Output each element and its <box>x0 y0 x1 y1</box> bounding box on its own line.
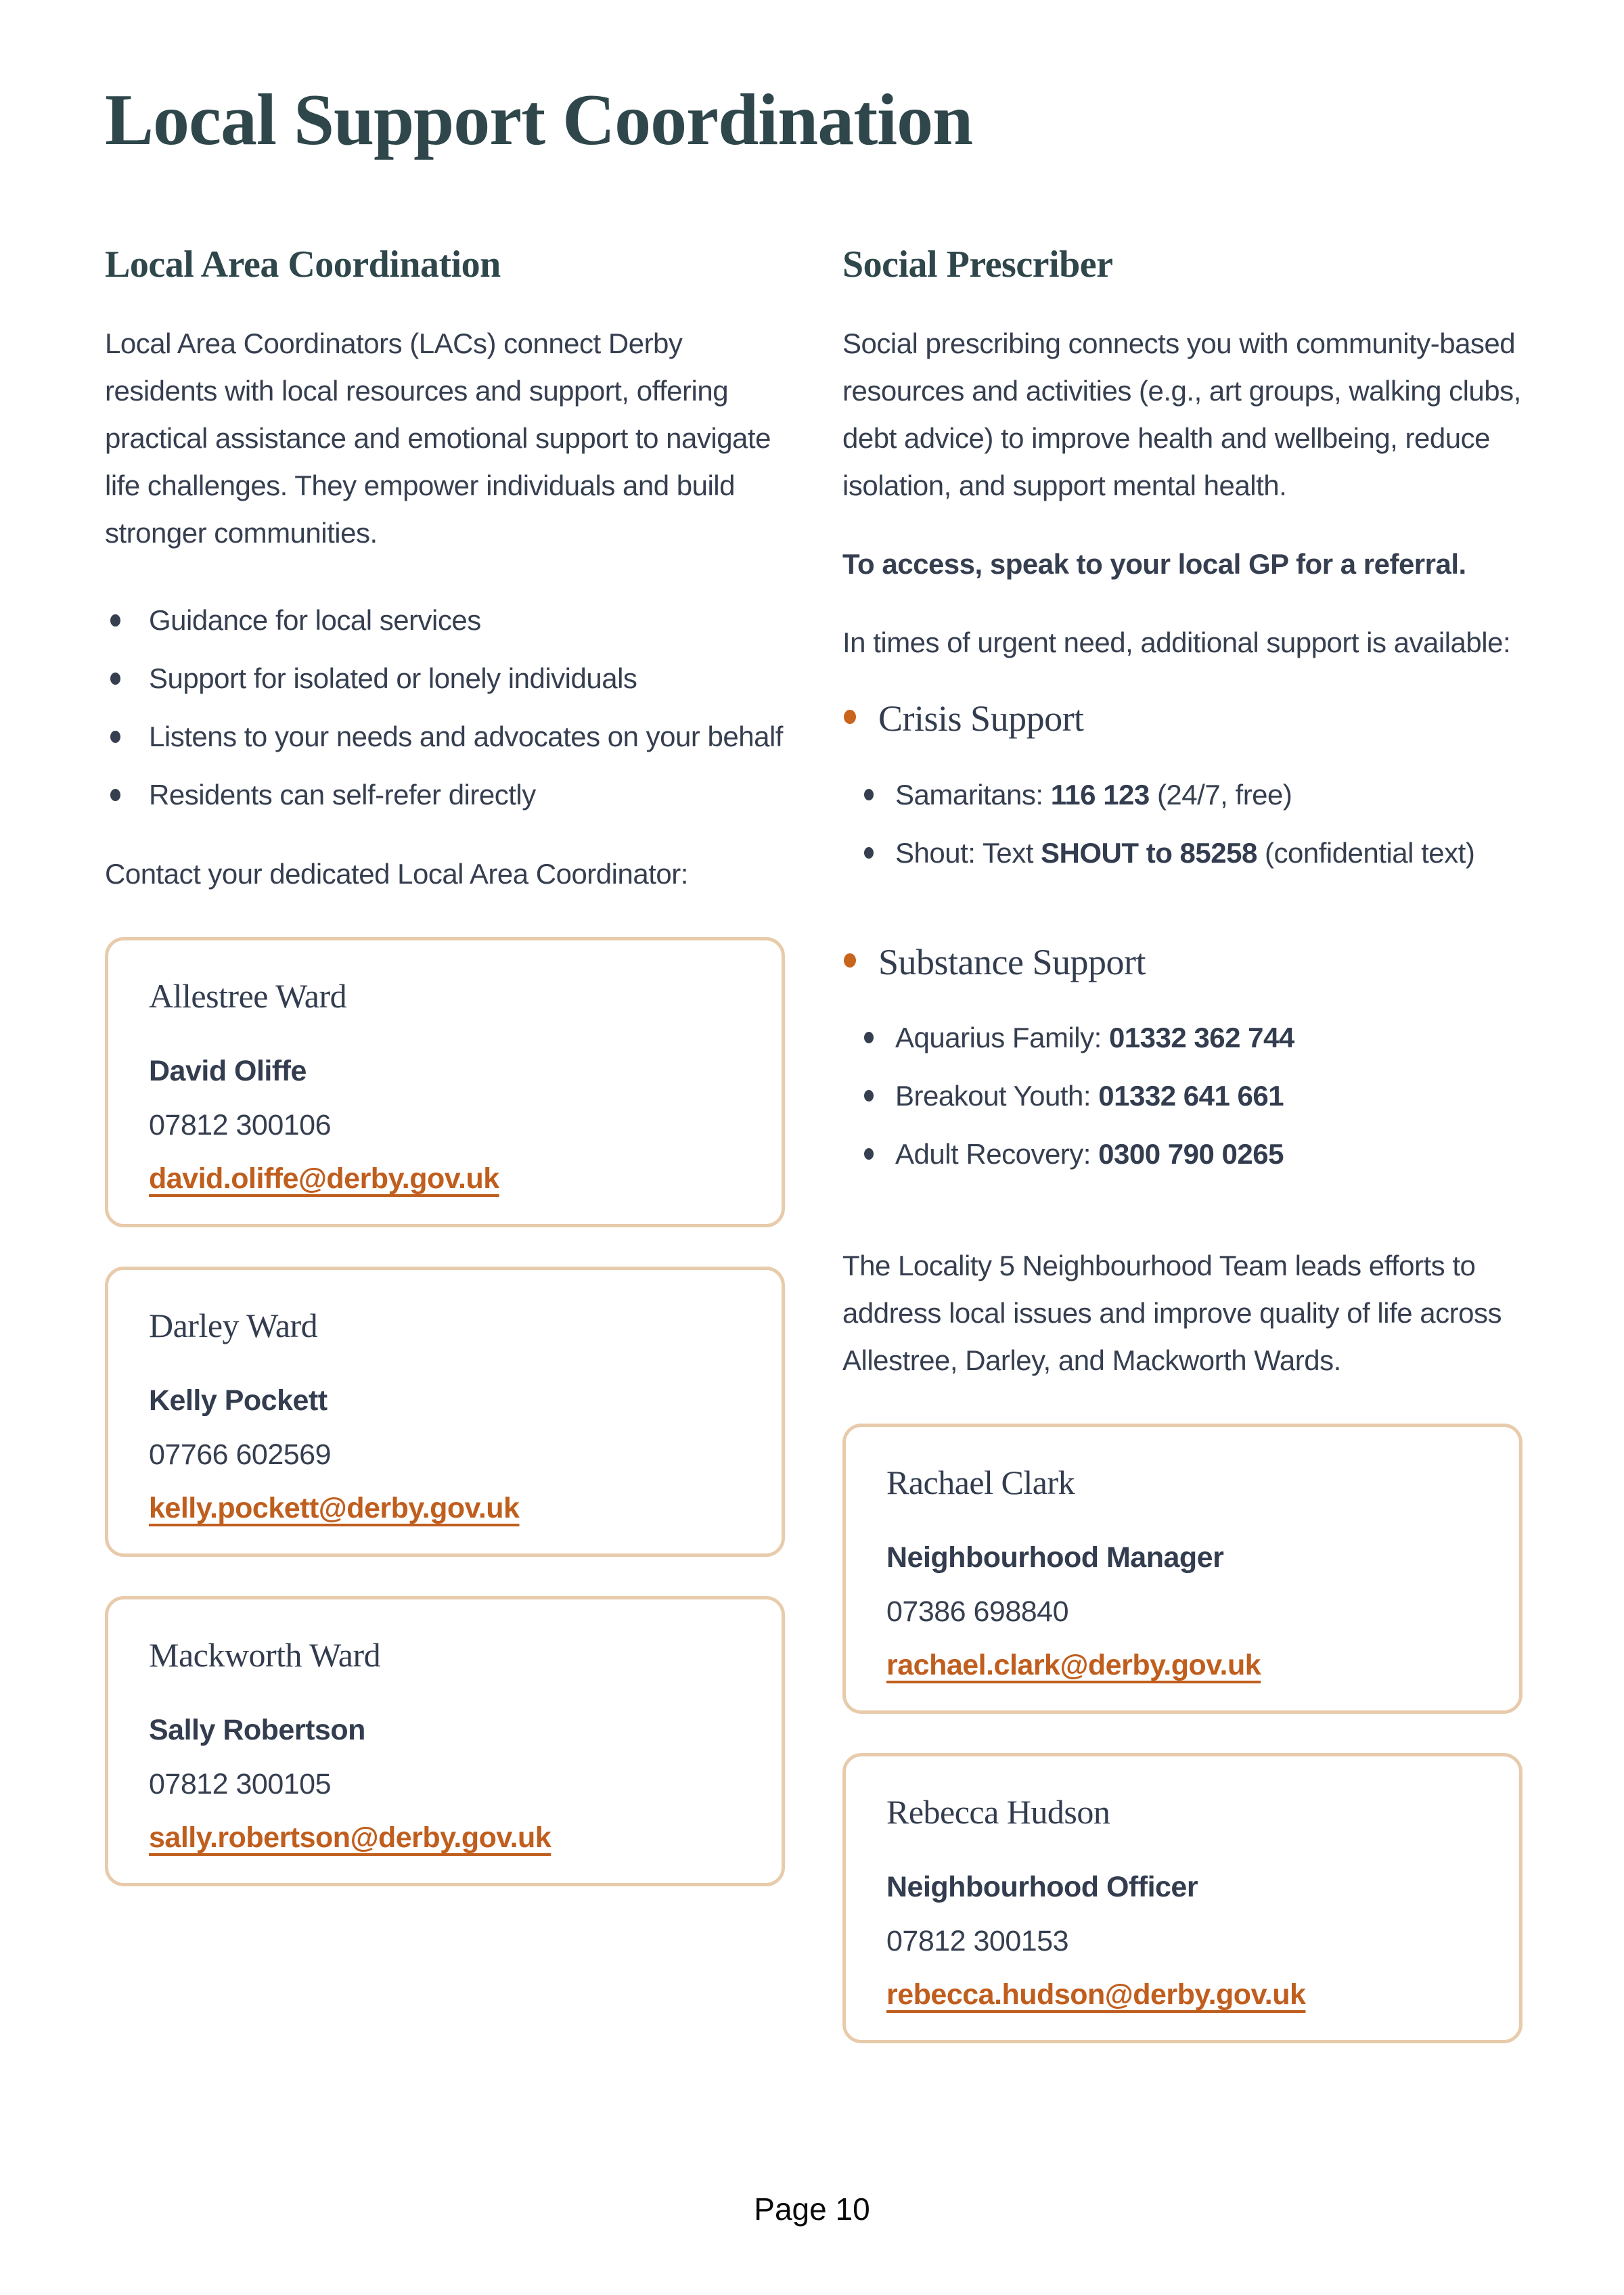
list-item <box>105 597 785 643</box>
page-number: Page 10 <box>754 2191 870 2227</box>
list-item <box>842 1131 1522 1178</box>
service-number: 116 123 <box>1050 778 1150 811</box>
coordinator-email-link[interactable]: sally.robertson@derby.gov.uk <box>149 1821 551 1855</box>
service-label: Adult Recovery: <box>895 1137 1099 1170</box>
crisis-support-group <box>842 698 1522 876</box>
service-label: Shout: Text <box>895 836 1041 869</box>
benefit-text: Guidance for local services <box>149 604 481 637</box>
service-number: 01332 362 744 <box>1108 1021 1294 1053</box>
staff-card-name: Rebecca Hudson <box>886 1792 1110 1831</box>
ward-card-title: Darley Ward <box>149 1306 318 1345</box>
ward-card-darley <box>105 1267 785 1557</box>
service-label: Samaritans: <box>895 778 1051 811</box>
coordinator-phone: 07812 300106 <box>149 1109 332 1142</box>
staff-role: Neighbourhood Officer <box>886 1870 1198 1903</box>
coordinator-phone: 07812 300105 <box>149 1768 332 1801</box>
social-prescriber-intro: Social prescribing connects you with community-based resources and activities (e.g., art groups, walking clubs, debt advice) to improve health and wellbeing, reduce isolation, and support mental health. <box>842 327 1521 502</box>
local-area-coordination-section <box>105 242 785 1886</box>
local-area-benefits-list <box>105 597 785 818</box>
coordinator-name: David Oliffe <box>149 1055 307 1088</box>
list-item <box>842 771 1522 819</box>
substance-support-list <box>842 1014 1522 1178</box>
service-note: (24/7, free) <box>1149 778 1292 811</box>
service-note: (confidential text) <box>1257 836 1475 869</box>
benefit-text: Residents can self-refer directly <box>149 779 536 811</box>
urgent-support-groups <box>842 698 1522 1177</box>
group-title-substance-support: Substance Support <box>842 941 1522 983</box>
staff-card-rachael-clark <box>842 1424 1522 1714</box>
ward-card-title: Allestree Ward <box>149 977 347 1016</box>
service-number: 01332 641 661 <box>1098 1079 1284 1112</box>
ward-card-title: Mackworth Ward <box>149 1636 381 1675</box>
gp-referral-note: To access, speak to your local GP for a referral. <box>842 548 1466 581</box>
service-number: 0300 790 0265 <box>1098 1137 1284 1170</box>
list-item <box>105 772 785 818</box>
list-item <box>842 1072 1522 1120</box>
section-heading-local-area: Local Area Coordination <box>105 244 501 286</box>
local-area-intro: Local Area Coordinators (LACs) connect Derby residents with local resources and support, offering practical assistance and emotional support to navigate life challenges. They empower individuals and build stronger communities. <box>105 327 771 549</box>
staff-card-name: Rachael Clark <box>886 1463 1075 1501</box>
section-heading-social-prescriber: Social Prescriber <box>842 244 1113 286</box>
benefit-text: Support for isolated or lonely individuals <box>149 662 637 695</box>
service-label: Aquarius Family: <box>895 1021 1109 1053</box>
coordinator-phone: 07766 602569 <box>149 1438 332 1472</box>
service-label: Breakout Youth: <box>895 1079 1099 1112</box>
locality-team-note: The Locality 5 Neighbourhood Team leads efforts to address local issues and improve quality of life across Allestree, Darley, and Mackworth Wards. <box>842 1249 1502 1376</box>
benefit-text: Listens to your needs and advocates on your behalf <box>149 721 783 753</box>
page-title: Local Support Coordination <box>105 80 973 160</box>
coordinator-name: Sally Robertson <box>149 1714 365 1747</box>
ward-card-allestree <box>105 937 785 1227</box>
staff-role: Neighbourhood Manager <box>886 1541 1224 1574</box>
coordinator-email-link[interactable]: kelly.pockett@derby.gov.uk <box>149 1492 520 1525</box>
service-number: SHOUT to 85258 <box>1041 836 1257 869</box>
list-item <box>105 656 785 702</box>
group-title-crisis-support: Crisis Support <box>842 698 1522 740</box>
staff-card-rebecca-hudson <box>842 1753 1522 2043</box>
staff-email-link[interactable]: rebecca.hudson@derby.gov.uk <box>886 1978 1306 2011</box>
staff-email-link[interactable]: rachael.clark@derby.gov.uk <box>886 1648 1261 1681</box>
coordinator-name: Kelly Pockett <box>149 1384 328 1417</box>
contact-instruction: Contact your dedicated Local Area Coordinator: <box>105 858 688 890</box>
urgent-support-intro: In times of urgent need, additional support is available: <box>842 627 1511 659</box>
ward-card-mackworth <box>105 1596 785 1886</box>
substance-support-group <box>842 941 1522 1178</box>
staff-phone: 07386 698840 <box>886 1595 1069 1628</box>
coordinator-email-link[interactable]: david.oliffe@derby.gov.uk <box>149 1162 499 1196</box>
crisis-support-list <box>842 771 1522 877</box>
staff-phone: 07812 300153 <box>886 1924 1069 1957</box>
list-item <box>105 714 785 760</box>
list-item <box>842 830 1522 877</box>
social-prescriber-section <box>842 242 1522 2043</box>
two-column-layout <box>105 242 1519 2043</box>
list-item <box>842 1014 1522 1062</box>
